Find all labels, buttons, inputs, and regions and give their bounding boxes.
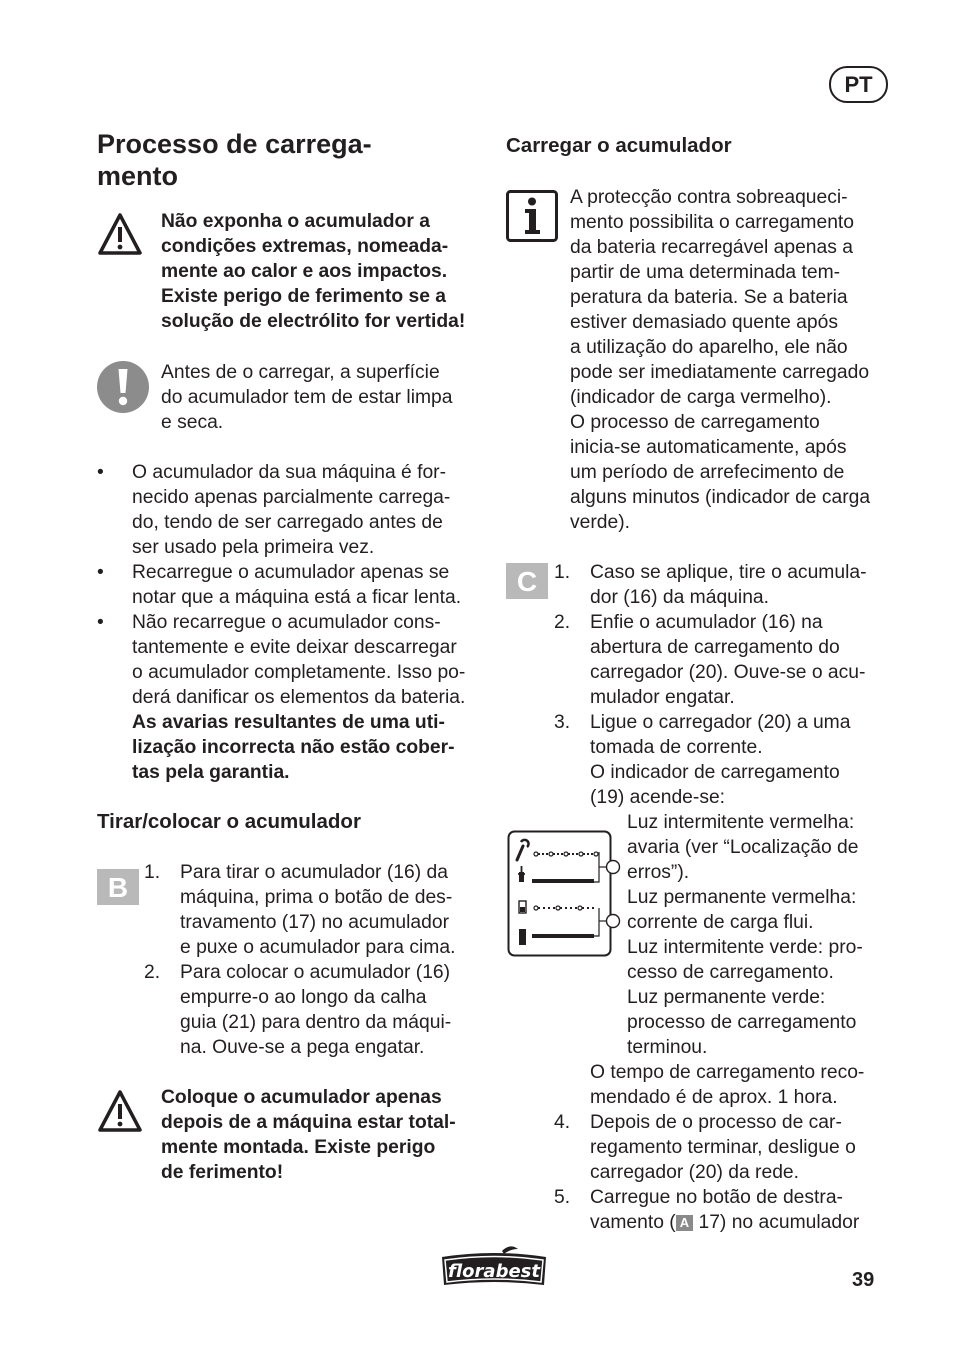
text-line: necido apenas parcialmente carrega- [132, 487, 451, 508]
text-line: peratura da bateria. Se a bateria [570, 287, 848, 308]
text-line: guia (21) para dentro da máqui- [180, 1012, 452, 1033]
text-line: Caso se aplique, tire o acumula- [590, 562, 867, 583]
list-item [554, 710, 894, 810]
text-line: Luz permanente vermelha: [627, 887, 857, 908]
text-line: inicia-se automaticamente, após [570, 437, 847, 458]
warning-triangle-icon [97, 1089, 141, 1129]
text-line: depois de a máquina estar total- [161, 1112, 456, 1133]
list-item [97, 560, 487, 610]
text-line: Recarregue o acumulador apenas se [132, 562, 450, 583]
text-fragment: 17) no acumulador [693, 1212, 860, 1233]
step-number: 2. [144, 962, 161, 983]
text-line: do acumulador tem de estar limpa [161, 387, 453, 408]
text-line: derá danificar os elementos da bateria. [132, 687, 466, 708]
text-line: tantemente e evite deixar descarregar [132, 637, 457, 658]
text-line: Depois de o processo de car- [590, 1112, 842, 1133]
bullet-marker: • [97, 612, 104, 633]
bullet-marker: • [97, 462, 104, 483]
page-title [97, 128, 477, 192]
step-number: 1. [554, 562, 571, 583]
info-icon [506, 190, 558, 242]
section-title-remove-insert: Tirar/colocar o acumulador [97, 810, 361, 833]
text-line: erros”). [627, 862, 690, 883]
text-line: condições extremas, nomeada- [161, 236, 449, 257]
text-line: Luz intermitente vermelha: [627, 812, 855, 833]
text-line: Não exponha o acumulador a [161, 211, 430, 232]
text-line: pode ser imediatamente carregado [570, 362, 870, 383]
text-line: regamento terminar, desligue o [590, 1137, 856, 1158]
text-line: carregador (20) da rede. [590, 1162, 799, 1183]
text-line: Para tirar o acumulador (16) da [180, 862, 448, 883]
page-number: 39 [852, 1269, 875, 1291]
figure-a-badge: A [676, 1215, 693, 1231]
text-line: (19) acende-se: [590, 787, 726, 808]
exclamation-circle-icon [96, 360, 150, 414]
text-line-bold: tas pela garantia. [132, 762, 290, 783]
svg-text:florabest: florabest [448, 1261, 540, 1282]
text-line: notar que a máquina está a ficar lenta. [132, 587, 462, 608]
text-line: de ferimento! [161, 1162, 284, 1183]
text-line: Não recarregue o acumulador cons- [132, 612, 441, 633]
text-line: um período de arrefecimento de [570, 462, 845, 483]
list-item [97, 460, 487, 560]
text-line: a utilização do aparelho, ele não [570, 337, 848, 358]
text-line: processo de carregamento [627, 1012, 857, 1033]
text-line: tomada de corrente. [590, 737, 763, 758]
list-item [554, 1185, 899, 1235]
warning-text-2 [161, 1085, 481, 1185]
text-line: mente montada. Existe perigo [161, 1137, 436, 1158]
text-line: empurre-o ao longo da calha [180, 987, 427, 1008]
text-line: O indicador de carregamento [590, 762, 840, 783]
charging-time-note [590, 1060, 900, 1110]
step-number: 3. [554, 712, 571, 733]
text-line: O tempo de carregamento reco- [590, 1062, 865, 1083]
list-item [97, 610, 487, 785]
text-line-bold: As avarias resultantes de uma uti- [132, 712, 445, 733]
text-line: O acumulador da sua máquina é for- [132, 462, 447, 483]
text-line: partir de uma determinada tem- [570, 262, 841, 283]
text-line: abertura de carregamento do [590, 637, 840, 658]
text-line: Enfie o acumulador (16) na [590, 612, 823, 633]
language-badge: PT [829, 66, 888, 103]
indicator-description [627, 810, 897, 1060]
text-line: estiver demasiado quente após [570, 312, 838, 333]
text-line: terminou. [627, 1037, 708, 1058]
warning-text-1 [161, 209, 481, 334]
text-line: Antes de o carregar, a superfície [161, 362, 440, 383]
text-line: cesso de carregamento. [627, 962, 834, 983]
text-line: ser usado pela primeira vez. [132, 537, 375, 558]
text-line: Ligue o carregador (20) a uma [590, 712, 851, 733]
figure-c-label: C [506, 563, 548, 599]
text-line: Para colocar o acumulador (16) [180, 962, 451, 983]
section-title-charging: Carregar o acumulador [506, 134, 732, 157]
list-item [554, 1110, 899, 1185]
text-line: mendado é de aprox. 1 hora. [590, 1087, 838, 1108]
text-line: Existe perigo de ferimento se a [161, 286, 447, 307]
text-line: Carregue no botão de destra- [590, 1187, 843, 1208]
text-line: corrente de carga flui. [627, 912, 814, 933]
florabest-logo [438, 1245, 550, 1289]
text-line: máquina, prima o botão de des- [180, 887, 453, 908]
list-item [554, 610, 894, 710]
page-title-line-2: mento [97, 161, 178, 191]
steps-charging-b [554, 1110, 899, 1235]
bullet-marker: • [97, 562, 104, 583]
text-line: e seca. [161, 412, 224, 433]
text-line: carregador (20). Ouve-se o acu- [590, 662, 866, 683]
step-number: 1. [144, 862, 161, 883]
text-fragment: vamento ( [590, 1212, 676, 1233]
text-line: e puxe o acumulador para cima. [180, 937, 456, 958]
text-line: mulador engatar. [590, 687, 735, 708]
text-line: travamento (17) no acumulador [180, 912, 450, 933]
text-line: na. Ouve-se a pega engatar. [180, 1037, 425, 1058]
text-line: dor (16) da máquina. [590, 587, 769, 608]
steps-remove-insert [144, 860, 484, 1060]
text-line: Luz intermitente verde: pro- [627, 937, 863, 958]
text-line: O processo de carregamento [570, 412, 820, 433]
info-text [570, 185, 900, 535]
list-item [144, 960, 484, 1060]
text-line: (indicador de carga vermelho). [570, 387, 832, 408]
text-line: alguns minutos (indicador de carga [570, 487, 871, 508]
text-line: Coloque o acumulador apenas [161, 1087, 442, 1108]
step-number: 4. [554, 1112, 571, 1133]
step-number: 2. [554, 612, 571, 633]
text-line: A protecção contra sobreaqueci- [570, 187, 848, 208]
text-line: solução de electrólito for vertida! [161, 311, 466, 332]
text-line: avaria (ver “Localização de [627, 837, 859, 858]
note-text-1 [161, 360, 481, 435]
text-line [590, 1210, 899, 1235]
figure-b-label: B [97, 869, 139, 905]
text-line: da bateria recarregável apenas a [570, 237, 853, 258]
step-number: 5. [554, 1187, 571, 1208]
text-line: do, tendo de ser carregado antes de [132, 512, 443, 533]
list-item [554, 560, 894, 610]
text-line: Luz permanente verde: [627, 987, 826, 1008]
page-title-line-1: Processo de carrega- [97, 129, 372, 159]
list-item [144, 860, 484, 960]
warning-triangle-icon [97, 212, 141, 252]
text-line: verde). [570, 512, 631, 533]
text-line-bold: lização incorrecta não estão cober- [132, 737, 455, 758]
text-line: mento possibilita o carregamento [570, 212, 855, 233]
bullet-list [97, 460, 487, 785]
text-line: mente ao calor e aos impactos. [161, 261, 448, 282]
text-line: o acumulador completamente. Isso po- [132, 662, 466, 683]
charge-indicator-illustration [507, 830, 623, 958]
steps-charging-a [554, 560, 894, 810]
